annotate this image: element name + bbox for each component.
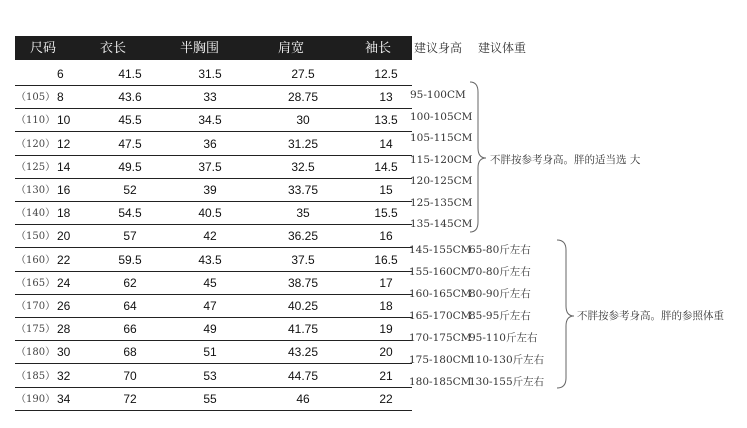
cell-shoulder: 31.25 xyxy=(287,136,319,151)
weight-note: 85-95斤左右 xyxy=(469,310,531,322)
weight-note: 80-90斤左右 xyxy=(469,288,531,300)
brace-b xyxy=(557,240,574,388)
cell-size: 14 xyxy=(57,159,71,174)
weight-note: 70-80斤左右 xyxy=(469,266,531,278)
cell-length: 52 xyxy=(123,183,137,197)
cell-sleeve: 15 xyxy=(379,183,393,197)
cell-length: 68 xyxy=(123,345,137,360)
height-note: 160-165CM xyxy=(409,288,472,300)
cell-size: 18 xyxy=(57,206,71,221)
height-note: 175-180CM xyxy=(409,354,472,366)
header-suggested-weight: 建议体重 xyxy=(478,41,527,55)
cell-sleeve: 13.5 xyxy=(374,113,398,128)
cell-size: 6 xyxy=(57,67,64,81)
cell-chest: 53 xyxy=(203,368,217,383)
cell-chest: 31.5 xyxy=(198,67,222,81)
cell-length: 62 xyxy=(123,275,137,290)
cell-size: 26 xyxy=(57,299,71,313)
header-chest: 半胸围 xyxy=(180,40,220,55)
header-sleeve: 袖长 xyxy=(365,40,392,55)
cell-sleeve: 22 xyxy=(379,391,393,406)
cell-shoulder: 40.25 xyxy=(287,299,319,313)
height-note: 145-155CM xyxy=(409,244,472,256)
cell-length: 66 xyxy=(123,322,137,337)
brace-note-b: 不胖按参考身高。胖的参照体重 xyxy=(577,310,724,322)
cell-chest: 47 xyxy=(203,299,217,313)
row-height-prefix: （130） xyxy=(16,185,56,196)
height-note: 115-120CM xyxy=(410,153,473,166)
cell-sleeve: 18 xyxy=(379,299,393,313)
weight-note: 110-130斤左右 xyxy=(469,354,545,366)
cell-sleeve: 19 xyxy=(379,322,393,337)
cell-chest: 43.5 xyxy=(198,252,222,267)
cell-length: 70 xyxy=(123,368,137,383)
height-note: 100-105CM xyxy=(410,110,473,123)
cell-shoulder: 41.75 xyxy=(287,322,319,337)
cell-length: 45.5 xyxy=(118,113,142,128)
row-height-prefix: （170） xyxy=(16,301,56,312)
cell-shoulder: 38.75 xyxy=(287,275,319,290)
header-suggested-height: 建议身高 xyxy=(414,41,463,55)
height-note: 105-115CM xyxy=(410,132,473,144)
cell-sleeve: 15.5 xyxy=(374,206,398,221)
height-note: 125-135CM xyxy=(410,196,473,209)
cell-sleeve: 14.5 xyxy=(374,159,398,174)
height-note: 135-145CM xyxy=(410,218,473,230)
cell-size: 8 xyxy=(57,90,64,105)
header-length: 衣长 xyxy=(100,40,127,55)
cell-size: 12 xyxy=(57,136,71,151)
cell-sleeve: 17 xyxy=(379,275,393,290)
cell-chest: 40.5 xyxy=(198,206,222,221)
height-note: 155-160CM xyxy=(409,266,472,278)
cell-chest: 33 xyxy=(203,90,217,105)
cell-shoulder: 35 xyxy=(296,206,310,221)
row-height-prefix: （160） xyxy=(16,254,56,266)
cell-shoulder: 30 xyxy=(296,113,310,128)
cell-chest: 34.5 xyxy=(198,113,222,128)
row-height-prefix: （150） xyxy=(16,231,56,243)
cell-chest: 37.5 xyxy=(198,159,222,174)
cell-chest: 39 xyxy=(203,183,217,197)
weight-note: 95-110斤左右 xyxy=(469,332,538,344)
cell-size: 28 xyxy=(57,322,71,337)
row-height-prefix: （190） xyxy=(16,393,56,405)
row-height-prefix: （185） xyxy=(16,370,56,382)
cell-shoulder: 28.75 xyxy=(287,90,319,105)
cell-shoulder: 33.75 xyxy=(287,183,319,197)
header-shoulder: 肩宽 xyxy=(278,40,305,55)
cell-length: 49.5 xyxy=(118,159,142,174)
brace-note-a: 不胖按参考身高。胖的适当选 大 xyxy=(490,154,641,166)
cell-shoulder: 43.25 xyxy=(287,345,319,360)
cell-length: 64 xyxy=(123,299,137,313)
row-height-prefix: （120） xyxy=(16,138,56,150)
height-note: 170-175CM xyxy=(409,332,472,344)
cell-shoulder: 27.5 xyxy=(291,67,315,81)
cell-length: 41.5 xyxy=(118,67,142,81)
cell-chest: 42 xyxy=(203,229,217,244)
row-height-prefix: （140） xyxy=(16,208,56,220)
row-height-prefix: （105） xyxy=(16,92,56,104)
row-height-prefix: （125） xyxy=(16,161,56,173)
cell-chest: 51 xyxy=(203,345,217,360)
cell-size: 22 xyxy=(57,252,71,267)
cell-length: 43.6 xyxy=(118,90,142,105)
cell-sleeve: 13 xyxy=(379,90,393,105)
cell-length: 72 xyxy=(123,391,137,406)
cell-sleeve: 16.5 xyxy=(374,252,398,267)
brace-a xyxy=(470,82,486,232)
cell-size: 30 xyxy=(57,345,71,360)
cell-shoulder: 44.75 xyxy=(287,368,319,383)
cell-size: 10 xyxy=(57,113,71,128)
header-size: 尺码 xyxy=(30,40,57,55)
weight-note: 65-80斤左右 xyxy=(469,244,531,256)
cell-sleeve: 20 xyxy=(379,345,393,360)
row-height-prefix: （180） xyxy=(16,347,56,359)
cell-chest: 55 xyxy=(203,391,217,406)
row-height-prefix: （165） xyxy=(16,277,56,289)
cell-size: 24 xyxy=(57,275,71,290)
height-note: 120-125CM xyxy=(410,175,473,187)
cell-sleeve: 12.5 xyxy=(374,67,398,81)
cell-length: 54.5 xyxy=(118,206,142,221)
cell-length: 59.5 xyxy=(118,252,142,267)
height-note: 165-170CM xyxy=(409,310,472,322)
cell-shoulder: 37.5 xyxy=(291,252,315,267)
cell-size: 16 xyxy=(57,183,71,197)
row-height-prefix: （175） xyxy=(16,324,56,336)
cell-length: 47.5 xyxy=(118,136,142,151)
cell-chest: 45 xyxy=(203,275,217,290)
row-height-prefix: （110） xyxy=(16,115,56,127)
cell-sleeve: 21 xyxy=(379,368,393,383)
cell-shoulder: 46 xyxy=(296,391,310,406)
cell-size: 20 xyxy=(57,229,71,244)
cell-chest: 36 xyxy=(203,136,217,151)
cell-length: 57 xyxy=(123,229,137,244)
height-note: 95-100CM xyxy=(410,89,466,101)
cell-sleeve: 14 xyxy=(379,136,393,151)
cell-chest: 49 xyxy=(203,322,217,337)
cell-sleeve: 16 xyxy=(379,229,393,244)
cell-shoulder: 32.5 xyxy=(291,159,315,174)
height-note: 180-185CM xyxy=(409,376,472,388)
cell-size: 34 xyxy=(57,391,71,406)
weight-note: 130-155斤左右 xyxy=(469,376,545,388)
cell-size: 32 xyxy=(57,368,71,383)
cell-shoulder: 36.25 xyxy=(287,229,319,244)
